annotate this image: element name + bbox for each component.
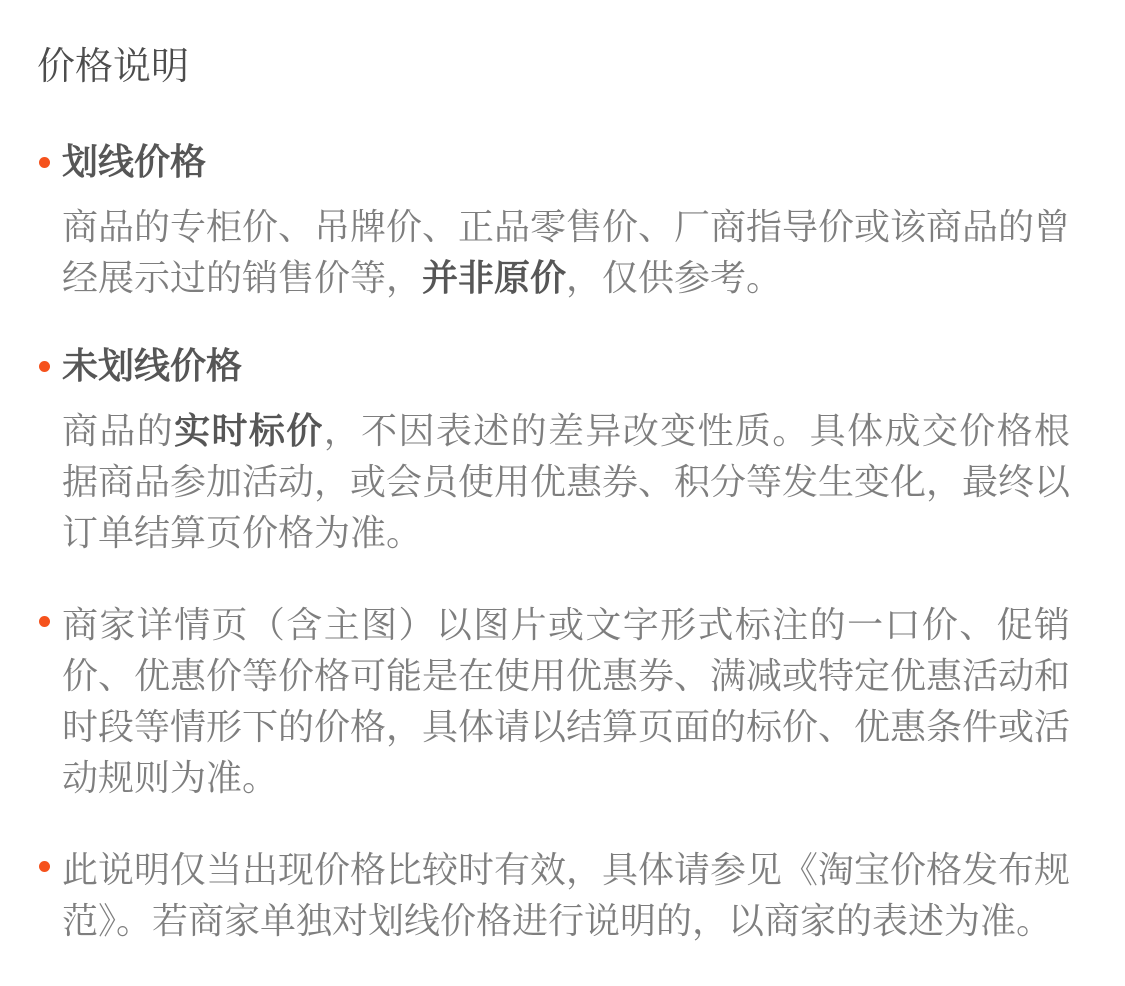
paragraph-segment: 商品的专柜价、吊牌价、正品零售价、厂商指导价或该商品的曾经展示过的销售价等， [62, 206, 1071, 298]
paragraph-segment: ，仅供参考。 [566, 257, 783, 298]
bullet-dot-icon [39, 361, 50, 372]
paragraph-segment-bold: 实时标价 [174, 410, 324, 451]
list-item-crossed-out-price [37, 140, 1075, 303]
paragraph-segment: 商品的 [62, 410, 175, 451]
note-paragraph [62, 844, 1070, 946]
bullet-dot-icon [39, 861, 50, 872]
note-paragraph [62, 405, 1070, 558]
list-item-validity-note [37, 844, 1075, 946]
paragraph-segment: 此说明仅当出现价格比较时有效，具体请参见《淘宝价格发布规范》。若商家单独对划线价格进行说明的，以商家的表述为准。 [62, 849, 1071, 941]
note-heading: 划线价格 [62, 141, 207, 182]
paragraph-segment: 商家详情页（含主图）以图片或文字形式标注的一口价、促销价、优惠价等价格可能是在使用优惠券、满减或特定优惠活动和时段等情形下的价格，具体请以结算页面的标价、优惠条件或活动规则为准。 [62, 604, 1071, 798]
paragraph-segment: ，不因表述的差异改变性质。具体成交价格根据商品参加活动，或会员使用优惠券、积分等发生变化，最终以订单结算页价格为准。 [62, 410, 1071, 553]
page-title: 价格说明 [37, 46, 190, 88]
note-paragraph [62, 201, 1070, 303]
list-item-uncrossed-price [37, 344, 1075, 558]
bullet-dot-icon [39, 616, 50, 627]
list-item-detail-page-prices [37, 599, 1075, 803]
paragraph-segment-bold: 并非原价 [422, 257, 567, 298]
note-paragraph [62, 599, 1070, 803]
bullet-dot-icon [39, 157, 50, 168]
price-notes-list [37, 140, 1075, 946]
note-heading: 未划线价格 [62, 345, 243, 386]
